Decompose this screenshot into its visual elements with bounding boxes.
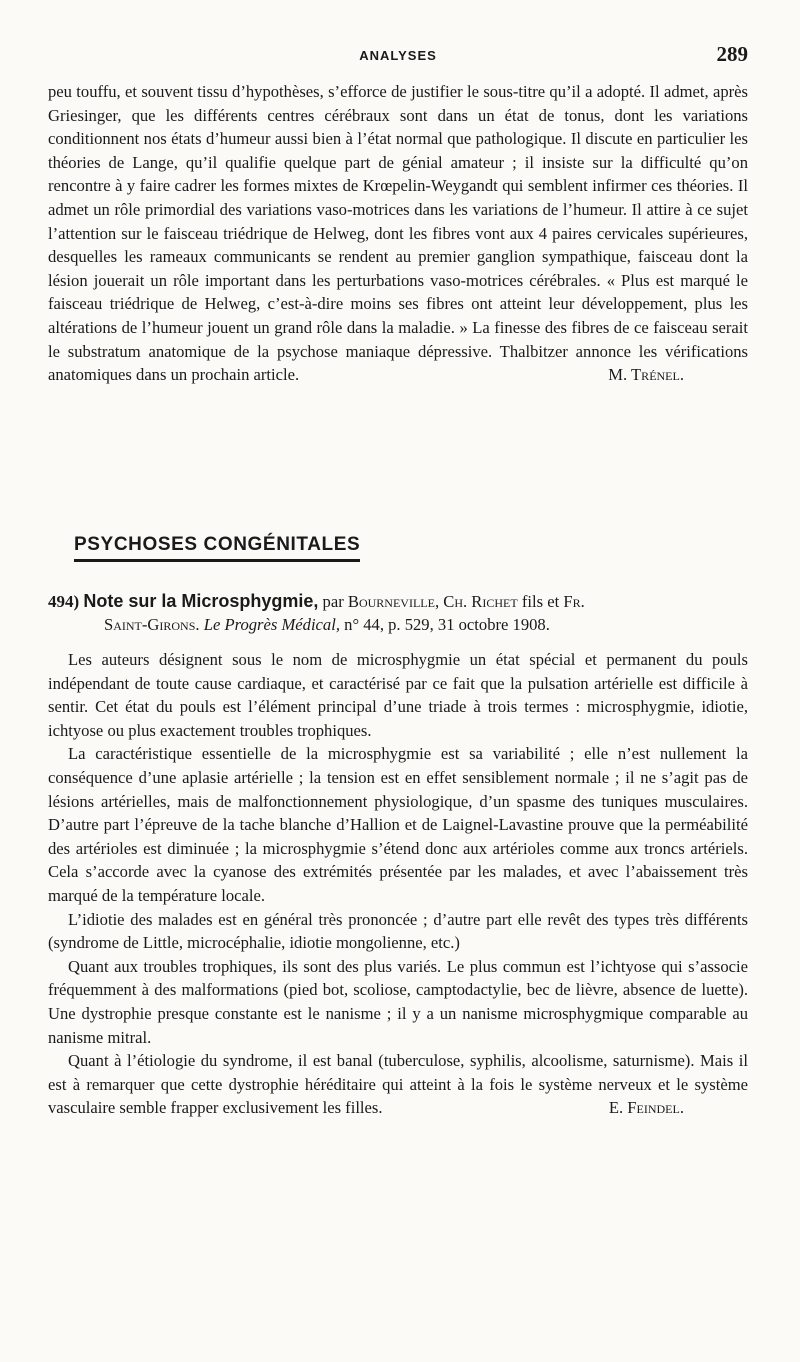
page-number: 289 bbox=[716, 42, 748, 66]
review-continuation bbox=[48, 80, 748, 387]
section-heading: PSYCHOSES CONGÉNITALES bbox=[74, 534, 360, 562]
page-header bbox=[48, 42, 748, 72]
review-paragraph: Quant aux troubles trophiques, ils sont des plus variés. Le plus commun est l’ichtyose qui s’associe fréquemment à des malformations (pied bot, scoliose, camptodactylie, bec de lièvre, absence de luette). Une dystrophie presque constante est le nanisme ; il y a un nanisme microsphygmique comparable au nanisme mitral. bbox=[48, 956, 748, 1047]
entry-number: 494) bbox=[48, 592, 80, 611]
review-paragraph: La caractéristique essentielle de la microsphygmie est sa variabilité ; elle n’est nullement la conséquence d’une aplasie artérielle ; la tension est en effet sensiblement normale ; il ne s’agit pas de lésions artérielles, mais de malfonctionnement physiologique, d’un spasme des tuniques musculaires. D’autre part l’épreuve de la tache blanche d’Hallion et de Laignel-Lavastine prouve que la perméabilité des artérioles est diminuée ; la microsphygmie s’étend donc aux artérioles comme aux troncs artériels. Cela s’accorde avec la cyanose des extrémités présentée par les malades, et avec l’abaissement très marqué de la température locale. bbox=[48, 744, 748, 905]
review-paragraph: Les auteurs désignent sous le nom de microsphygmie un état spécial et permanent du pouls indépendant de toute cause cardiaque, et caractérisé par ce fait que la pulsation artérielle est difficile à sentir. Cet état du pouls est l’élément principal d’une triade à trois termes : microsphygmie, idiotie, ichtyose ou plus exactement troubles trophiques. bbox=[48, 650, 748, 740]
entry-citation: n° 44, p. 529, 31 octobre 1908. bbox=[344, 615, 550, 634]
bibliographic-entry bbox=[48, 590, 748, 636]
entry-title: Note sur la Microsphygmie, bbox=[83, 591, 319, 611]
review-text: Quant à l’étiologie du syndrome, il est banal (tuberculose, syphilis, alcoolisme, saturnisme). Mais il est à remarquer que cette dystrophie héréditaire qui atteint à la fois le système nerveux et le système vasculaire semble frapper exclusivement les filles. bbox=[48, 1051, 748, 1118]
entry-author: Bourneville, bbox=[347, 592, 440, 611]
entry-reference bbox=[48, 590, 748, 636]
review-paragraph: L’idiotie des malades est en général très prononcée ; d’autre part elle revêt des types très différents (syndrome de Little, microcéphalie, idiotie mongolienne, etc.) bbox=[48, 909, 748, 953]
entry-and: fils et bbox=[521, 592, 560, 611]
review-text: peu touffu, et souvent tissu d’hypothèses, s’efforce de justifier le sous-titre qu’il a adopté. Il admet, après Griesinger, que les différents centres cérébraux sont dans un état de tonus, dont les variations conditionnent nos états d’humeur aussi bien à l’état normal que pathologique. Il discute en particulier les théories de Lange, qu’il qualifie quelque part de génial amateur ; il insiste sur la difficulté qu’on rencontre à y faire cadrer les formes mixtes de Krœpelin-Weygandt qui semblent infirmer ces théories. Il admet un rôle primordial des variations vaso-motrices dans les variations de l’humeur. Il attire à ce sujet l’attention sur le faisceau triédrique de Helweg, dont les fibres vont aux 4 paires cervicales supérieures, desquelles les rameaux communicants se rendent au premier ganglion sympathique, faisceau dont la lésion jouerait un rôle important dans les perturbations vaso-motrices cérébrales. « Plus est marqué le faisceau triédrique de Helweg, c’est-à-dire moins ses fibres ont atteint leur développement, plus les altérations de l’humeur jouent un grand rôle dans la maladie. » La finesse des fibres de ce faisceau serait le substratum anatomique de la psychose maniaque dépressive. Thalbitzer annonce les vérifications anatomiques dans un prochain article. bbox=[48, 82, 748, 385]
review-body bbox=[48, 648, 748, 1120]
reviewer-signature: M. Trénel. bbox=[608, 365, 684, 385]
entry-author: Fr. bbox=[563, 592, 585, 611]
entry-author: Saint-Girons. bbox=[104, 615, 200, 634]
review-paragraph-last bbox=[48, 1049, 748, 1120]
entry-author: Ch. Richet bbox=[443, 592, 518, 611]
running-title: ANALYSES bbox=[359, 48, 437, 63]
review-paragraph bbox=[48, 80, 748, 387]
entry-journal: Le Progrès Médical, bbox=[203, 615, 340, 634]
entry-by: par bbox=[322, 592, 344, 611]
reviewer-signature: E. Feindel. bbox=[608, 1098, 684, 1118]
